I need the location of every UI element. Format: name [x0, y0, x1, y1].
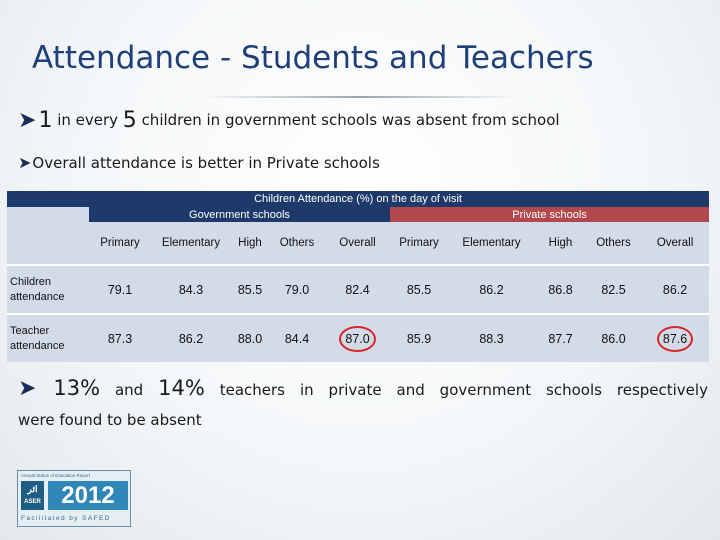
aser-badge-mark: اثر — [27, 484, 38, 494]
col-header: Elementary — [448, 222, 535, 265]
table-cell: 86.8 — [535, 265, 586, 314]
col-header: Overall — [325, 222, 390, 265]
table-cell: 84.4 — [269, 314, 325, 362]
table-row — [7, 265, 709, 314]
table-cell: 86.0 — [586, 314, 641, 362]
arrow-bullet-icon: ➤ — [18, 108, 37, 133]
bullet-3-word: in — [299, 381, 314, 399]
col-header: Overall — [641, 222, 709, 265]
col-header: Others — [269, 222, 325, 265]
table-cell: 86.2 — [151, 314, 231, 362]
table-cell: 79.1 — [89, 265, 151, 314]
col-header: Elementary — [151, 222, 231, 265]
bullet-absent-children — [18, 108, 560, 133]
bullet-3-number-2: 14% — [158, 376, 205, 400]
bullet-3-word: schools — [546, 381, 602, 399]
bullet-3-word: and — [114, 381, 144, 399]
arrow-bullet-icon: ➤ — [18, 153, 32, 172]
bullet-1-number-2: 5 — [122, 108, 137, 133]
table-cell: 84.3 — [151, 265, 231, 314]
table-cell: 88.3 — [448, 314, 535, 362]
bullet-1-number-1: 1 — [38, 108, 53, 133]
table-title: Children Attendance (%) on the day of visit — [7, 191, 709, 207]
arrow-bullet-icon: ➤ — [18, 376, 37, 401]
highlight-circle: 87.6 — [657, 326, 693, 352]
bullet-private-better — [18, 153, 380, 172]
aser-2012-logo — [17, 470, 131, 527]
attendance-table — [7, 191, 709, 362]
table-cell: 86.2 — [448, 265, 535, 314]
table-cell: 87.3 — [89, 314, 151, 362]
table-cell: 88.0 — [231, 314, 269, 362]
bullet-1-text-2: children in government schools was absent from school — [136, 111, 560, 129]
table-cell: 85.5 — [231, 265, 269, 314]
table-cell: 85.5 — [390, 265, 448, 314]
col-header: High — [231, 222, 269, 265]
bullet-3-word: and — [396, 381, 425, 399]
table-cell: 86.2 — [641, 265, 709, 314]
logo-year: 2012 — [48, 481, 128, 510]
col-header: Primary — [390, 222, 448, 265]
table-cell: 79.0 — [269, 265, 325, 314]
logo-tagline: Annual Status of Education Report — [21, 473, 91, 478]
bullet-3-line-2: were found to be absent — [18, 411, 202, 429]
group-header-private: Private schools — [390, 207, 709, 222]
bullet-3-word: teachers — [219, 381, 286, 399]
col-header: Primary — [89, 222, 151, 265]
bullet-3-word: government — [439, 381, 532, 399]
title-divider — [200, 96, 520, 98]
group-blank-cell — [7, 207, 89, 222]
table-cell-highlight — [325, 314, 390, 362]
table-cell: 82.4 — [325, 265, 390, 314]
bullet-1-text-1: in every — [52, 111, 123, 129]
col-header: Others — [586, 222, 641, 265]
bullet-3-word: private — [328, 381, 382, 399]
table-cell: 85.9 — [390, 314, 448, 362]
bullet-3-word: respectively — [616, 381, 708, 399]
table-cell: 82.5 — [586, 265, 641, 314]
highlight-circle: 87.0 — [339, 326, 375, 352]
group-header-government: Government schools — [89, 207, 390, 222]
corner-cell — [7, 222, 89, 265]
col-header: High — [535, 222, 586, 265]
aser-badge — [21, 481, 44, 510]
aser-badge-word: ASER — [24, 499, 41, 505]
row-label: Children attendance — [7, 265, 89, 314]
table-cell: 87.7 — [535, 314, 586, 362]
bullet-teachers-absent — [18, 373, 708, 435]
bullet-3-number-1: 13% — [53, 376, 101, 400]
row-label: Teacher attendance — [7, 314, 89, 362]
table-row — [7, 314, 709, 362]
slide-title: Attendance - Students and Teachers — [32, 40, 594, 76]
bullet-2-text: Overall attendance is better in Private schools — [32, 154, 380, 172]
logo-footer: Facilitated by SAFED — [21, 515, 111, 522]
table-cell-highlight — [641, 314, 709, 362]
